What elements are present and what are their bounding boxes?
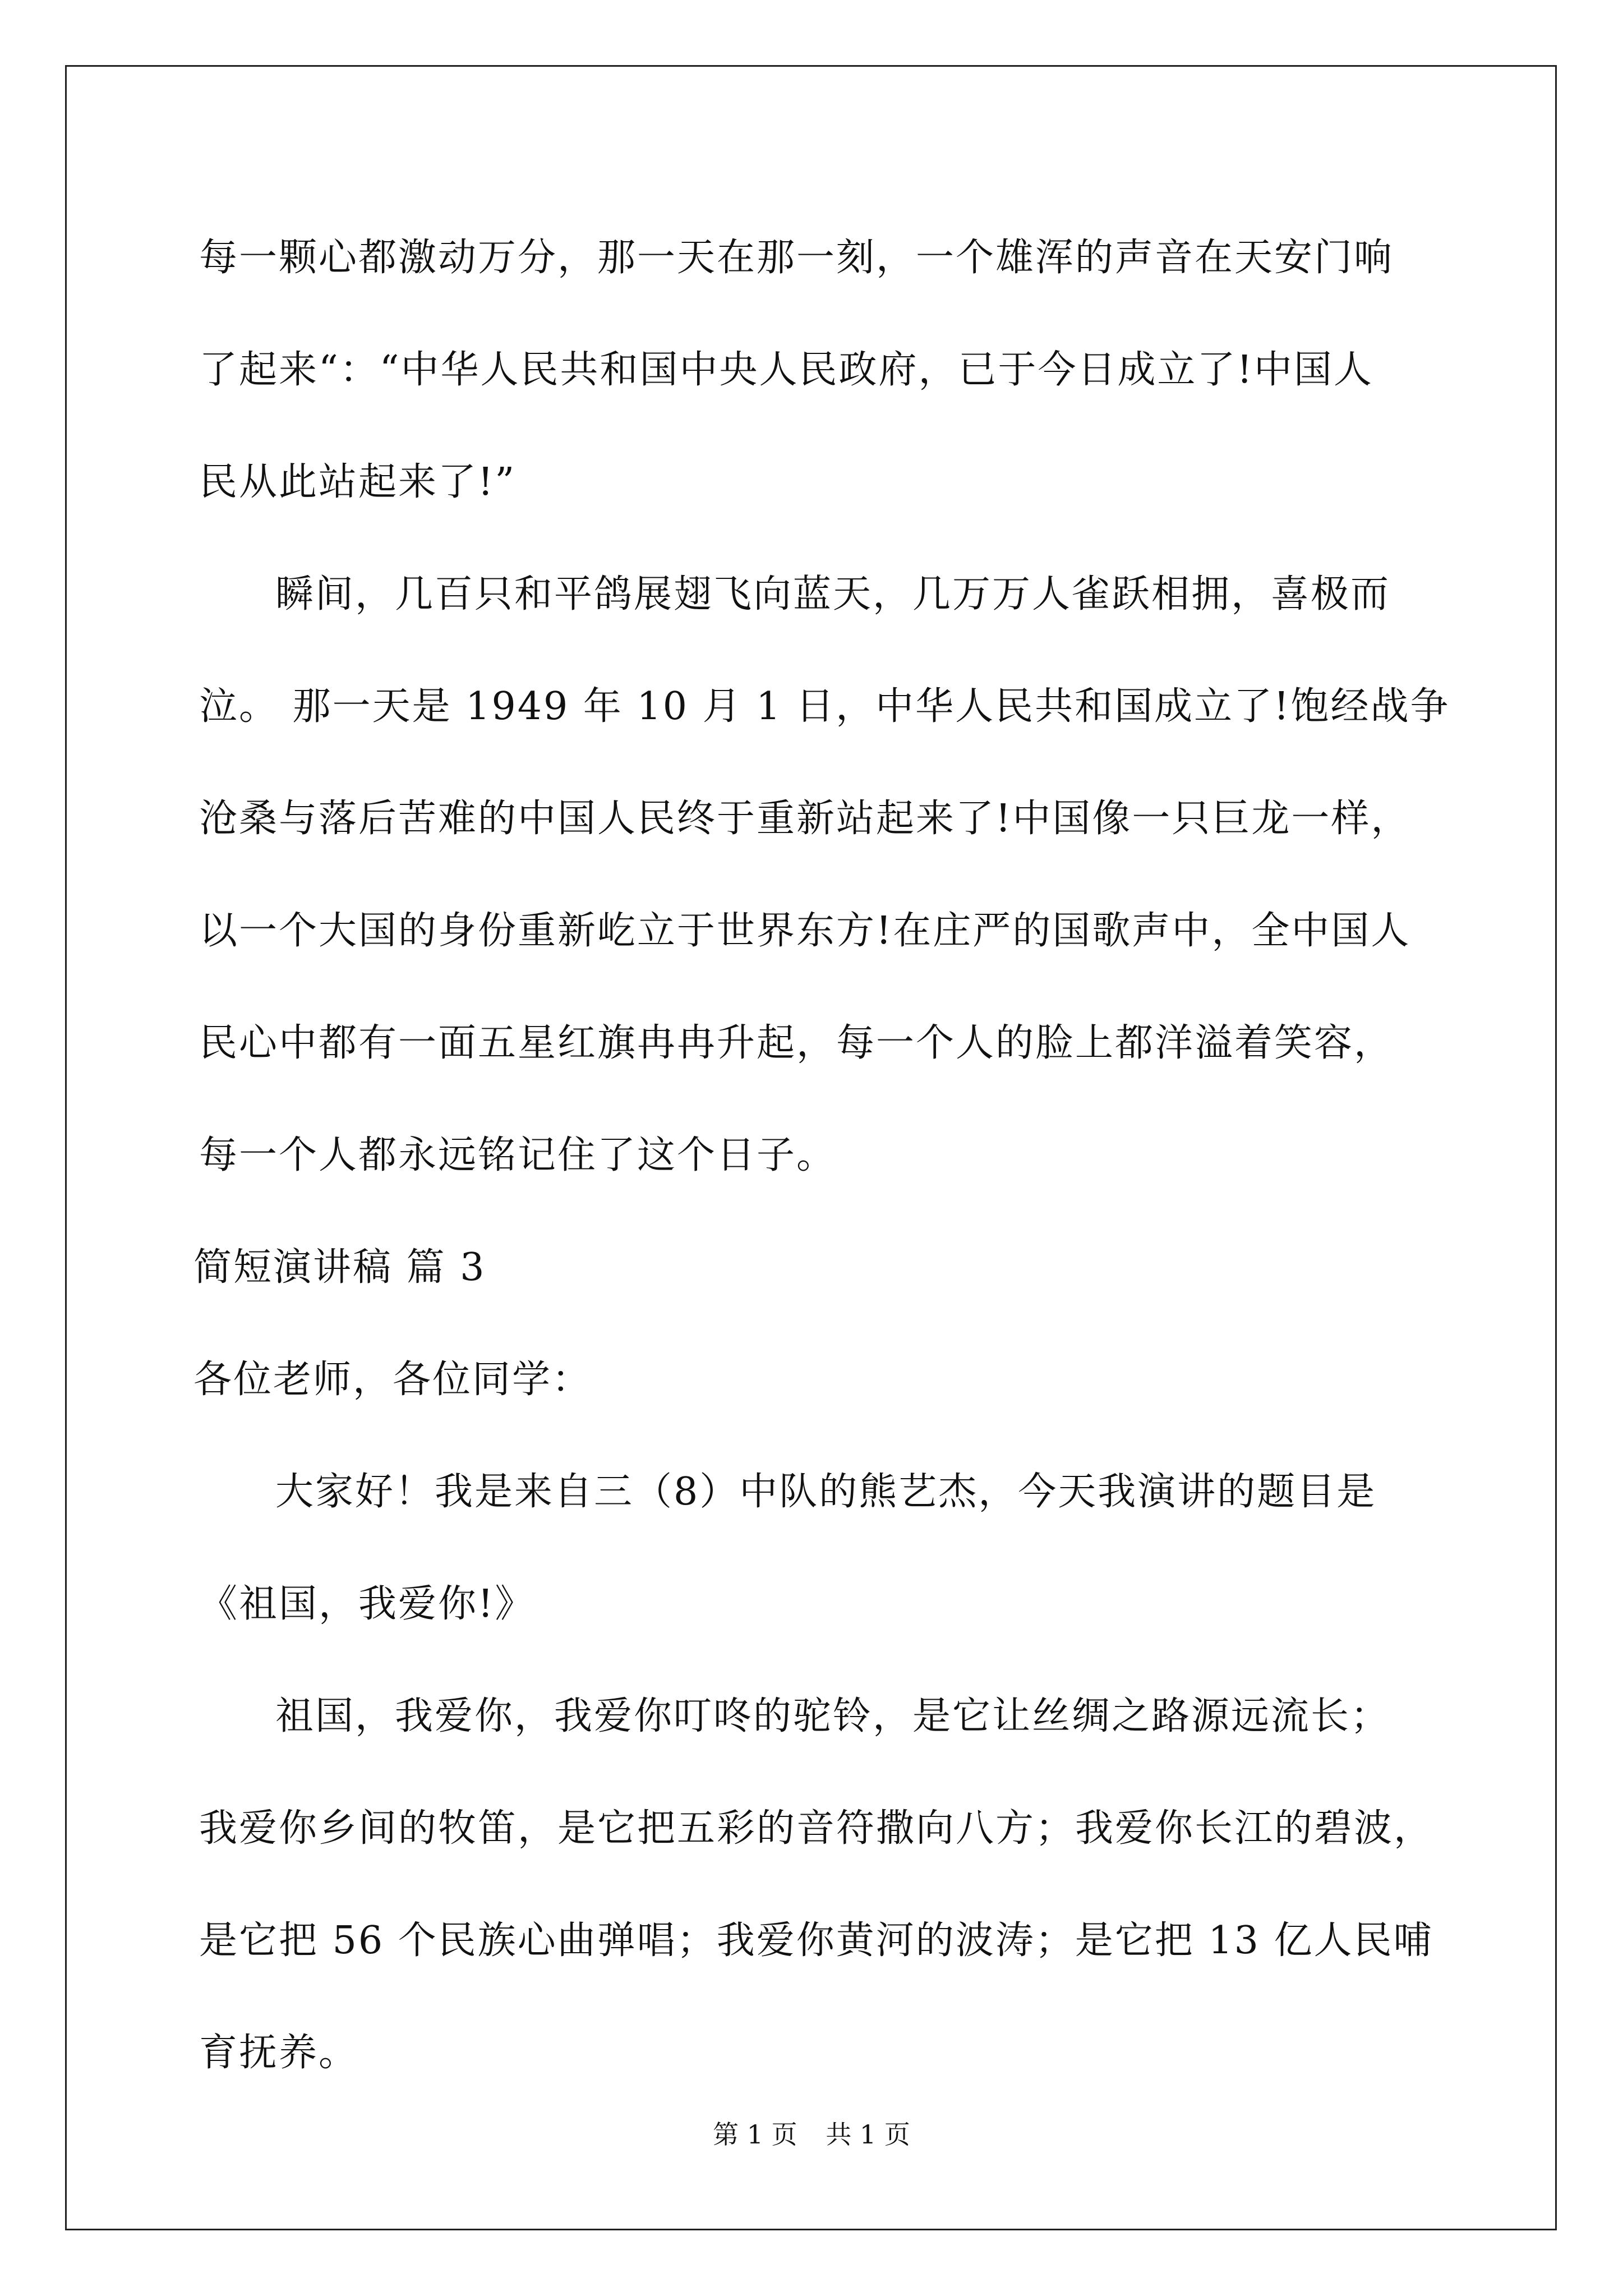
speech-title: 《祖国，我爱你!》 [199,1582,535,1626]
paragraph-line: 大家好！我是来自三（8）中队的熊艺杰，今天我演讲的题目是 [275,1470,1377,1514]
page-count: 共 1 页 [826,2119,910,2150]
paragraph-line: 了起来“：“中华人民共和国中央人民政府，已于今日成立了!中国人 [199,348,1373,392]
paragraph-line: 民从此站起来了!” [199,460,517,504]
paragraph-line: 育抚养。 [199,2031,359,2075]
paragraph-line: 每一个人都永远铭记住了这个日子。 [199,1133,837,1177]
page-number: 第 1 页 [713,2119,797,2150]
document-body [193,202,1450,2109]
paragraph-line: 民心中都有一面五星红旗冉冉升起，每一个人的脸上都洋溢着笑容， [199,1021,1394,1065]
paragraph-line: 是它把 56 个民族心曲弹唱；我爱你黄河的波涛；是它把 13 亿人民哺 [199,1918,1433,1963]
section-heading: 简短演讲稿 篇 3 [193,1245,486,1290]
paragraph-line: 以一个大国的身份重新屹立于世界东方!在庄严的国歌声中，全中国人 [199,909,1411,953]
paragraph-line: 沧桑与落后苦难的中国人民终于重新站起来了!中国像一只巨龙一样， [199,797,1411,841]
page-footer [0,2118,1623,2151]
paragraph-line: 瞬间，几百只和平鸽展翅飞向蓝天，几万万人雀跃相拥，喜极而 [275,572,1391,616]
salutation: 各位老师，各位同学： [193,1358,592,1402]
paragraph-line: 每一颗心都激动万分，那一天在那一刻，一个雄浑的声音在天安门响 [199,236,1394,280]
paragraph-line: 泣。 那一天是 1949 年 10 月 1 日，中华人民共和国成立了!饱经战争 [199,684,1450,729]
paragraph-line: 我爱你乡间的牧笛，是它把五彩的音符撒向八方；我爱你长江的碧波， [199,1806,1434,1851]
paragraph-line: 祖国，我爱你，我爱你叮咚的驼铃，是它让丝绸之路源远流长； [275,1694,1391,1738]
